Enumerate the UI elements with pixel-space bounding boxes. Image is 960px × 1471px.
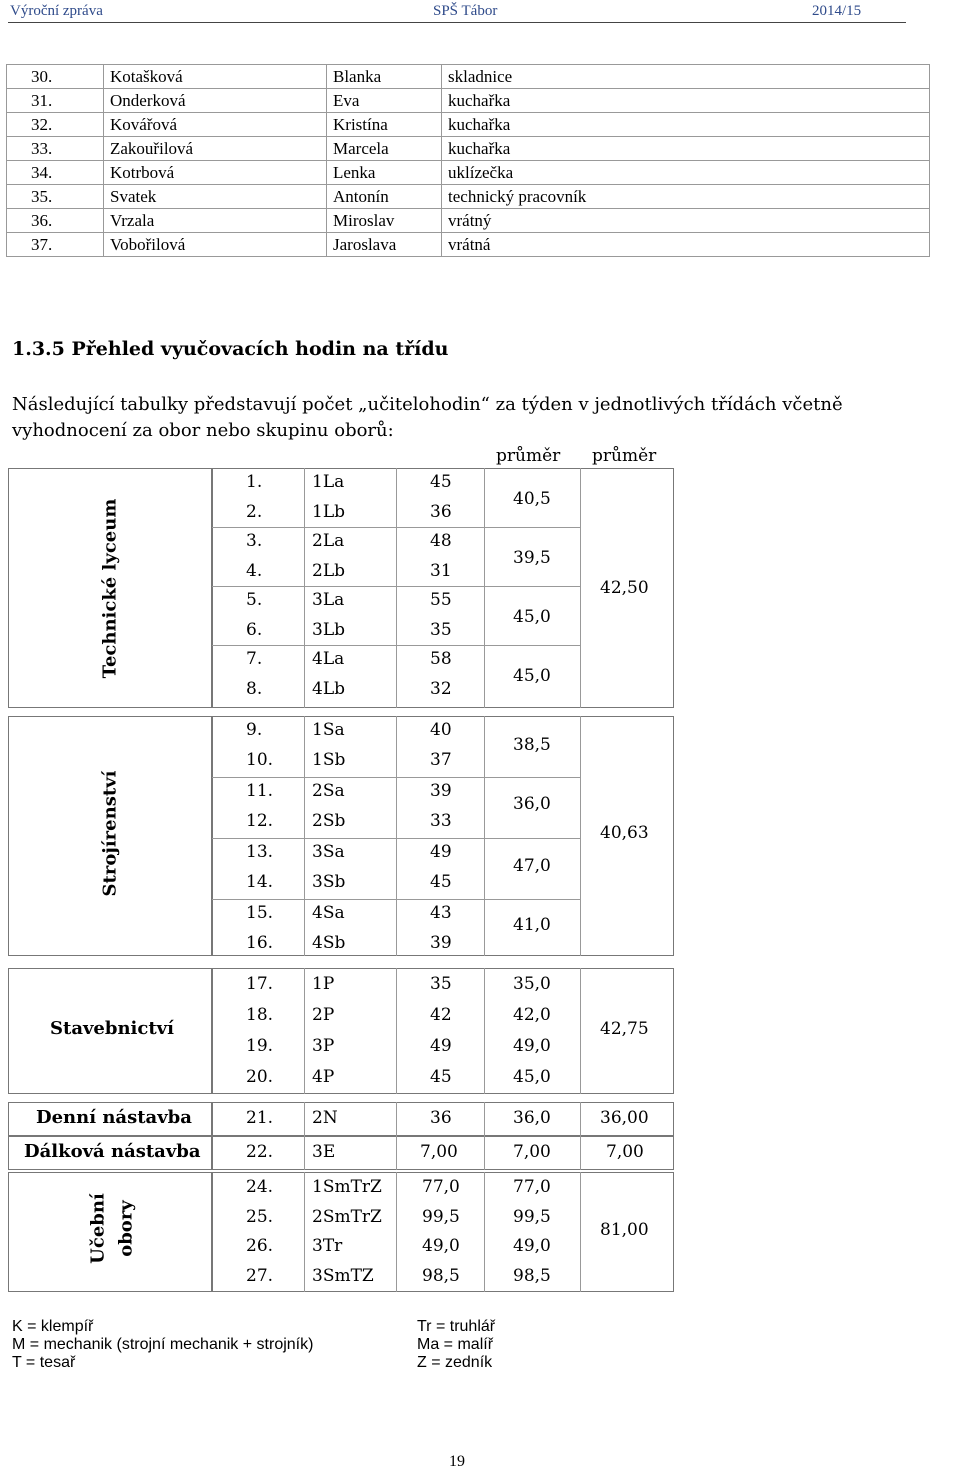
column-line (396, 1136, 397, 1170)
group-average: 7,00 (606, 1142, 644, 1162)
class-number: 5. (246, 590, 263, 610)
staff-role: vrátná (442, 233, 930, 257)
pair-average: 41,0 (513, 915, 551, 935)
class-hours: 49 (430, 842, 452, 862)
row-group-line (212, 777, 580, 778)
column-line (396, 716, 397, 956)
column-line (580, 968, 581, 1094)
class-number: 11. (246, 781, 274, 801)
legend-left (12, 1318, 313, 1372)
staff-no: 32. (7, 113, 104, 137)
col-header-avg1: průměr (496, 446, 561, 466)
group-label: Dálková nástavba (24, 1141, 201, 1162)
pair-average: 47,0 (513, 856, 551, 876)
class-name: 2SmTrZ (312, 1206, 382, 1227)
column-line (484, 968, 485, 1094)
class-hours: 39 (430, 933, 452, 953)
class-hours: 99,5 (422, 1206, 460, 1227)
class-number: 19. (246, 1036, 274, 1056)
class-average: 35,0 (513, 974, 551, 994)
group-average: 40,63 (600, 823, 649, 843)
class-number: 21. (246, 1108, 274, 1128)
pair-average: 45,0 (513, 607, 551, 627)
class-number: 13. (246, 842, 274, 862)
legend-item: Ma = malíř (417, 1336, 494, 1353)
staff-row (7, 185, 930, 209)
class-hours: 49,0 (422, 1236, 460, 1256)
staff-role: vrátný (442, 209, 930, 233)
staff-no: 36. (7, 209, 104, 233)
class-number: 6. (246, 619, 263, 640)
pair-average: 40,5 (513, 489, 551, 509)
class-average: 42,0 (513, 1005, 551, 1025)
column-line (396, 1102, 397, 1136)
legend-right (417, 1318, 495, 1372)
pair-average: 45,0 (513, 666, 551, 686)
class-hours: 42 (430, 1005, 452, 1025)
group-label: Stavebnictví (50, 1018, 174, 1039)
class-number: 1. (246, 472, 263, 492)
class-number: 18. (246, 1005, 274, 1025)
staff-row (7, 233, 930, 257)
pair-average: 39,5 (513, 548, 551, 568)
class-average: 49,0 (513, 1036, 551, 1056)
class-number: 14. (246, 872, 274, 892)
row-group-line (212, 645, 580, 646)
group-label: Denní nástavba (36, 1107, 192, 1128)
class-hours: 48 (430, 531, 452, 551)
class-average: 99,5 (513, 1206, 551, 1227)
class-hours: 43 (430, 903, 452, 923)
page-number: 19 (449, 1453, 465, 1470)
staff-role: skladnice (442, 65, 930, 89)
column-line (304, 716, 305, 956)
class-hours: 45 (430, 1067, 452, 1087)
class-name: 2N (312, 1108, 338, 1128)
staff-no: 30. (7, 65, 104, 89)
class-name: 4La (312, 649, 345, 669)
class-name: 3Sb (312, 872, 346, 892)
staff-role: uklízečka (442, 161, 930, 185)
class-name: 3Lb (312, 619, 345, 640)
column-line (304, 968, 305, 1094)
column-line (304, 1136, 305, 1170)
class-number: 24. (246, 1177, 274, 1197)
staff-no: 34. (7, 161, 104, 185)
class-hours: 31 (430, 560, 452, 581)
group-average: 42,50 (600, 578, 649, 598)
col-header-avg2: průměr (592, 446, 657, 466)
class-name: 3SmTZ (312, 1265, 374, 1286)
staff-role: technický pracovník (442, 185, 930, 209)
class-hours: 40 (430, 720, 452, 740)
staff-name: Antonín (327, 185, 442, 209)
group-label-line1: Učební (87, 1193, 109, 1264)
staff-no: 35. (7, 185, 104, 209)
class-number: 3. (246, 531, 263, 551)
row-group-line (212, 899, 580, 900)
class-number: 10. (246, 750, 274, 770)
class-number: 7. (246, 649, 263, 669)
class-name: 4Sa (312, 903, 345, 923)
header-year: 2014/15 (812, 3, 862, 19)
class-number: 15. (246, 903, 274, 923)
column-line (580, 1102, 581, 1136)
class-name: 2Sa (312, 781, 345, 801)
class-name: 4P (312, 1067, 335, 1087)
intro-paragraph: Následující tabulky představují počet „učitelohodin“ za týden v jednotlivých třídách včetně vyhodnocení za obor nebo skupinu oborů: (12, 394, 843, 441)
class-hours: 39 (430, 781, 452, 801)
class-name: 2Sb (312, 811, 346, 831)
label-frame (8, 1172, 212, 1292)
staff-name: Kristína (327, 113, 442, 137)
staff-row (7, 209, 930, 233)
class-hours: 7,00 (420, 1142, 458, 1162)
group-label-line2: obory (115, 1200, 137, 1257)
pair-average: 38,5 (513, 735, 551, 755)
class-hours: 37 (430, 750, 452, 770)
row-group-line (212, 586, 580, 587)
legend-item: Z = zedník (417, 1354, 493, 1371)
staff-row (7, 65, 930, 89)
column-line (396, 968, 397, 1094)
class-number: 20. (246, 1067, 274, 1087)
group-label: Strojírenství (99, 770, 121, 897)
class-name: 3E (312, 1142, 336, 1162)
staff-row (7, 113, 930, 137)
class-hours: 36 (430, 501, 452, 522)
class-name: 1Sb (312, 750, 346, 770)
staff-surname: Vrzala (104, 209, 327, 233)
staff-name: Marcela (327, 137, 442, 161)
staff-no: 33. (7, 137, 104, 161)
class-number: 26. (246, 1236, 274, 1256)
staff-surname: Kovářová (104, 113, 327, 137)
class-number: 9. (246, 720, 263, 740)
group-label: Technické lyceum (99, 498, 121, 679)
column-line (484, 1172, 485, 1292)
column-line (484, 1136, 485, 1170)
class-name: 2P (312, 1005, 335, 1025)
column-line (580, 1136, 581, 1170)
legend-item: Tr = truhlář (417, 1318, 496, 1335)
class-number: 25. (246, 1206, 274, 1227)
class-hours: 58 (430, 649, 452, 669)
staff-row (7, 161, 930, 185)
legend-item: M = mechanik (strojní mechanik + strojník) (12, 1336, 314, 1353)
legend-item: K = klempíř (12, 1318, 94, 1335)
class-name: 3Tr (312, 1236, 343, 1256)
column-line (304, 1102, 305, 1136)
class-hours: 49 (430, 1036, 452, 1056)
group-average: 36,00 (600, 1108, 649, 1128)
pair-average: 36,0 (513, 794, 551, 814)
class-hours: 32 (430, 678, 452, 699)
column-line (484, 1102, 485, 1136)
staff-name: Eva (327, 89, 442, 113)
column-line (484, 468, 485, 708)
column-line (304, 468, 305, 708)
staff-table (6, 64, 930, 257)
column-line (484, 716, 485, 956)
staff-surname: Svatek (104, 185, 327, 209)
header-divider (8, 22, 906, 23)
class-number: 4. (246, 560, 263, 581)
class-hours: 98,5 (422, 1265, 460, 1286)
class-hours: 45 (430, 472, 452, 492)
staff-surname: Onderková (104, 89, 327, 113)
class-average: 77,0 (513, 1177, 551, 1197)
staff-surname: Kotrbová (104, 161, 327, 185)
class-average: 7,00 (513, 1142, 551, 1162)
section-title: 1.3.5 Přehled vyučovacích hodin na třídu (12, 338, 449, 360)
legend-item: T = tesař (12, 1354, 76, 1371)
column-line (396, 468, 397, 708)
class-average: 98,5 (513, 1265, 551, 1286)
class-name: 2Lb (312, 560, 345, 581)
staff-row (7, 89, 930, 113)
class-number: 12. (246, 811, 274, 831)
class-name: 1Lb (312, 501, 345, 522)
staff-role: kuchařka (442, 89, 930, 113)
class-hours: 55 (430, 590, 452, 610)
staff-surname: Vobořilová (104, 233, 327, 257)
class-number: 16. (246, 933, 274, 953)
row-group-line (212, 527, 580, 528)
class-name: 4Sb (312, 933, 346, 953)
column-line (580, 468, 581, 708)
class-name: 1SmTrZ (312, 1177, 382, 1197)
group-average: 81,00 (600, 1220, 649, 1240)
row-group-line (212, 838, 580, 839)
staff-name: Lenka (327, 161, 442, 185)
staff-role: kuchařka (442, 137, 930, 161)
class-name: 4Lb (312, 678, 345, 699)
staff-name: Miroslav (327, 209, 442, 233)
header-title: Výroční zpráva (10, 3, 103, 19)
class-average: 36,0 (513, 1108, 551, 1128)
column-line (580, 1172, 581, 1292)
class-name: 2La (312, 531, 345, 551)
staff-no: 31. (7, 89, 104, 113)
staff-name: Blanka (327, 65, 442, 89)
class-number: 8. (246, 678, 263, 699)
class-number: 22. (246, 1142, 274, 1162)
class-hours: 35 (430, 974, 452, 994)
class-name: 1La (312, 472, 345, 492)
class-hours: 45 (430, 872, 452, 892)
staff-surname: Zakouřilová (104, 137, 327, 161)
staff-role: kuchařka (442, 113, 930, 137)
class-name: 3Sa (312, 842, 345, 862)
class-hours: 36 (430, 1108, 452, 1128)
class-hours: 33 (430, 811, 452, 831)
class-hours: 77,0 (422, 1177, 460, 1197)
class-name: 3La (312, 590, 345, 610)
staff-row (7, 137, 930, 161)
group-average: 42,75 (600, 1019, 649, 1039)
staff-name: Jaroslava (327, 233, 442, 257)
class-number: 2. (246, 501, 263, 522)
class-name: 1Sa (312, 720, 345, 740)
column-line (396, 1172, 397, 1292)
class-name: 3P (312, 1036, 335, 1056)
class-average: 45,0 (513, 1067, 551, 1087)
class-average: 49,0 (513, 1236, 551, 1256)
class-number: 17. (246, 974, 274, 994)
class-number: 27. (246, 1265, 274, 1286)
column-line (580, 716, 581, 956)
staff-no: 37. (7, 233, 104, 257)
header-school: SPŠ Tábor (433, 3, 498, 19)
class-name: 1P (312, 974, 335, 994)
column-line (304, 1172, 305, 1292)
class-hours: 35 (430, 619, 452, 640)
staff-surname: Kotašková (104, 65, 327, 89)
